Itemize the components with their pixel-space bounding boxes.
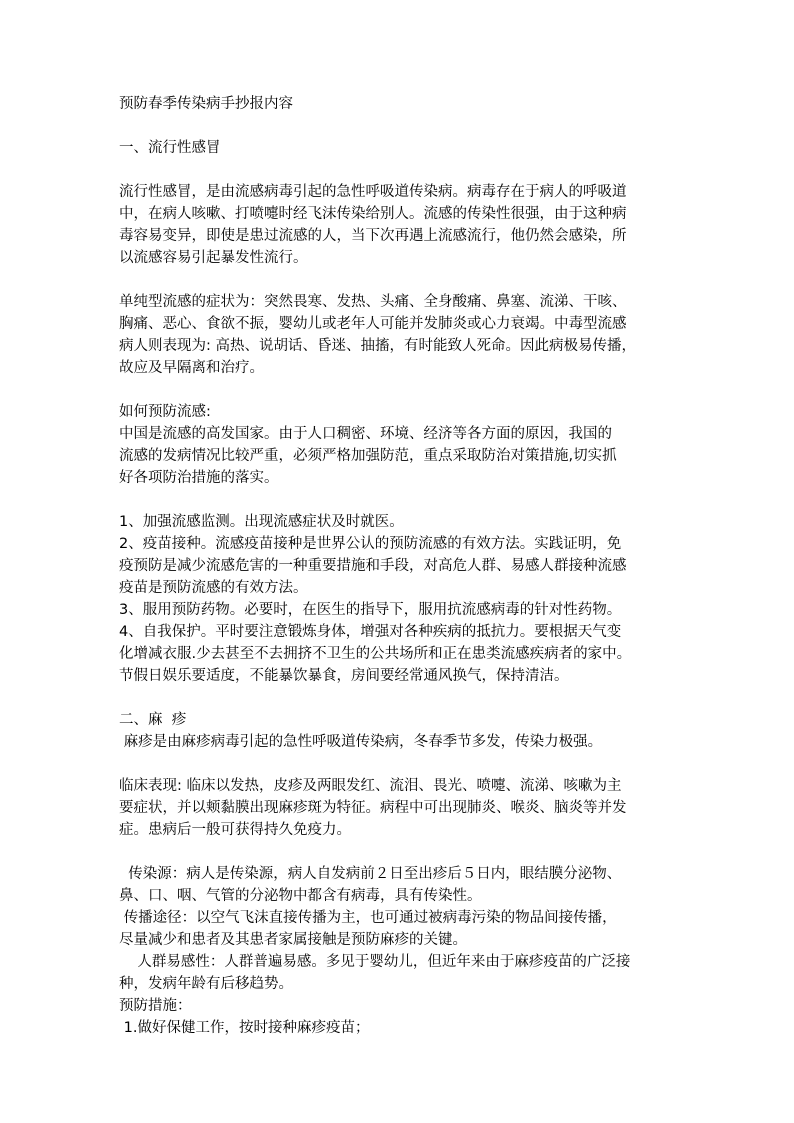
text-line: 症。患病后一般可获得持久免疫力。 — [119, 822, 351, 838]
text-line: 传播途径：以空气飞沫直接传播为主，也可通过被病毒污染的物品间接传播， — [119, 910, 617, 926]
text-line: 要症状，并以颊黏膜出现麻疹斑为特征。病程中可出现肺炎、喉炎、脑炎等并发 — [119, 800, 627, 816]
text-line: 毒容易变异，即使是患过流感的人，当下次再遇上流感流行，他仍然会感染，所 — [119, 228, 627, 244]
text-line: 传染源：病人是传染源，病人自发病前２日至出疹后５日内，眼结膜分泌物、 — [119, 866, 622, 882]
text-line: 好各项防治措施的落实。 — [119, 470, 279, 486]
text-line: 中，在病人咳嗽、打喷嚏时经飞沫传染给别人。流感的传染性很强，由于这种病 — [119, 206, 627, 222]
list-item: 1.做好保健工作，按时接种麻疹疫苗； — [119, 1020, 370, 1036]
text-line: 种，发病年龄有后移趋势。 — [119, 976, 293, 992]
list-item: 3、服用预防药物。必要时，在医生的指导下，服用抗流感病毒的针对性药物。 — [119, 602, 622, 618]
paragraph-measles-intro: 麻疹是由麻疹病毒引起的急性呼吸道传染病，冬春季节多发，传染力极强。 — [119, 734, 603, 750]
list-prevent-measures — [119, 511, 684, 687]
paragraph-measles-susceptible — [119, 951, 684, 995]
text-line: 尽量减少和患者及其患者家属接触是预防麻疹的关键。 — [119, 932, 467, 948]
document-page — [119, 93, 684, 1039]
list-item: 1、加强流感监测。出现流感症状及时就医。 — [119, 514, 404, 530]
paragraph-influenza-definition — [119, 181, 684, 269]
text-line: 临床表现: 临床以发热，皮疹及两眼发红、流泪、畏光、喷嚏、流涕、咳嗽为主 — [119, 778, 622, 794]
document-title: 预防春季传染病手抄报内容 — [119, 96, 293, 112]
spacer — [119, 115, 684, 137]
subheading-prevent-influenza: 如何预防流感: — [119, 404, 211, 420]
text-line: 胸痛、恶心、食欲不振，婴幼儿或老年人可能并发肺炎或心力衰竭。中毒型流感 — [119, 316, 627, 332]
spacer — [119, 269, 684, 291]
list-item: 2、疫苗接种。流感疫苗接种是世界公认的预防流感的有效方法。实践证明，免 — [119, 536, 622, 552]
paragraph-measles-route — [119, 907, 684, 951]
list-item: 疫预防是减少流感危害的一种重要措施和手段，对高危人群、易感人群接种流感 — [119, 558, 627, 574]
paragraph-measles-source — [119, 863, 684, 907]
text-line: 鼻、口、咽、气管的分泌物中都含有病毒，具有传染性。 — [119, 888, 482, 904]
spacer — [119, 753, 684, 775]
text-line: 病人则表现为: 高热、说胡话、昏迷、抽搐，有时能致人死命。因此病极易传播， — [119, 338, 636, 354]
spacer — [119, 841, 684, 863]
spacer — [119, 379, 684, 401]
text-line: 流行性感冒，是由流感病毒引起的急性呼吸道传染病。病毒存在于病人的呼吸道 — [119, 184, 627, 200]
text-line: 故应及早隔离和治疗。 — [119, 360, 264, 376]
spacer — [119, 687, 684, 709]
list-item: 疫苗是预防流感的有效方法。 — [119, 580, 308, 596]
section-heading-influenza: 一、流行性感冒 — [119, 140, 221, 156]
text-line: 单纯型流感的症状为：突然畏寒、发热、头痛、全身酸痛、鼻塞、流涕、干咳、 — [119, 294, 627, 310]
section-heading-measles: 二、麻 疹 — [119, 712, 187, 728]
text-line: 中国是流感的高发国家。由于人口稠密、环境、经济等各方面的原因，我国的 — [119, 426, 612, 442]
text-line: 以流感容易引起暴发性流行。 — [119, 250, 308, 266]
list-item: 节假日娱乐要适度，不能暴饮暴食，房间要经常通风换气，保持清洁。 — [119, 668, 569, 684]
spacer — [119, 489, 684, 511]
paragraph-prevent-intro — [119, 423, 684, 489]
text-line: 流感的发病情况比较严重，必须严格加强防范，重点采取防治对策措施,切实抓 — [119, 448, 617, 464]
text-line: 人群易感性：人群普遍易感。多见于婴幼儿，但近年来由于麻疹疫苗的广泛接 — [119, 954, 631, 970]
subheading-measles-prevention: 预防措施： — [119, 998, 192, 1014]
paragraph-influenza-symptoms — [119, 291, 684, 379]
spacer — [119, 159, 684, 181]
paragraph-measles-clinical — [119, 775, 684, 841]
list-item: 4、自我保护。平时要注意锻炼身体，增强对各种疾病的抵抗力。要根据天气变 — [119, 624, 622, 640]
list-item: 化增减衣服.少去甚至不去拥挤不卫生的公共场所和正在患类流感疾病者的家中。 — [119, 646, 632, 662]
